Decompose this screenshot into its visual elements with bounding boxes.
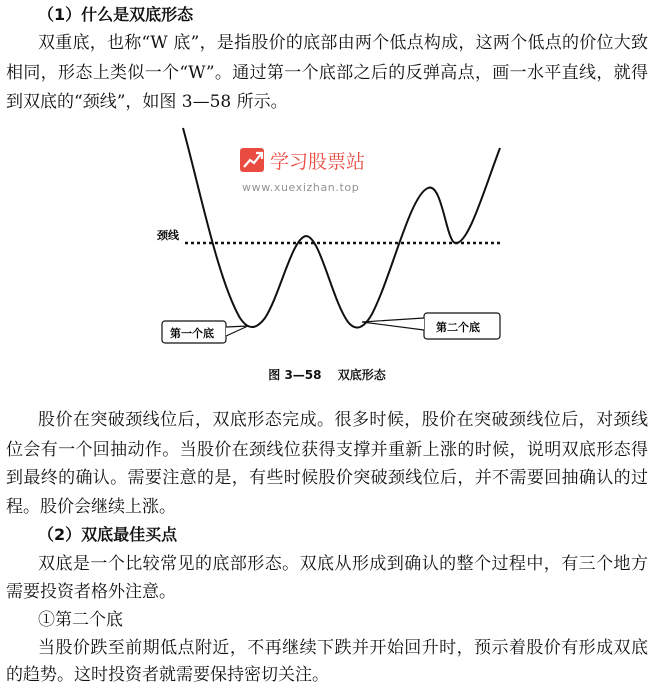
paragraph-line: 双重底，也称“W 底”，是指股价的底部由两个低点构成，这两个低点的价位大致: [38, 33, 648, 53]
section-heading-2: （2）双底最佳买点: [38, 525, 178, 544]
paragraph-line: 到最终的确认。需要注意的是，有些时候股价突破颈线位后，并不需要回抽确认的过: [6, 468, 648, 488]
paragraph-line: 当股价跌至前期低点附近，不再继续下跌并开始回升时，预示着股价有形成双底: [38, 638, 648, 658]
paragraph-line: 需要投资者格外注意。: [6, 582, 176, 602]
caption-title: 双底形态: [337, 368, 386, 382]
paragraph-line: 到双底的“颈线”，如图 3—58 所示。: [6, 92, 288, 112]
watermark-title: 学习股票站: [270, 151, 366, 173]
paragraph-line: 股价在突破颈线位后，双底形态完成。很多时候，股价在突破颈线位后，对颈线: [38, 410, 648, 430]
paragraph-line: 位会有一个回抽动作。当股价在颈线位获得支撑并重新上涨的时候，说明双底形态得: [6, 440, 648, 460]
caption-number: 图 3—58: [268, 368, 322, 382]
neckline-label: 颈线: [157, 229, 179, 242]
paragraph-line: 的趋势。这时投资者就需要保持密切关注。: [6, 665, 329, 685]
second-bottom-label: 第二个底: [436, 321, 480, 334]
first-bottom-pointer: [226, 326, 248, 336]
second-bottom-pointer: [362, 318, 424, 330]
watermark: [240, 148, 365, 194]
double-bottom-figure: [0, 120, 654, 390]
section-heading-1: （1）什么是双底形态: [38, 5, 194, 24]
list-item-heading: ①第二个底: [38, 610, 123, 630]
paragraph-line: 程。股价会继续上涨。: [6, 497, 176, 517]
first-bottom-label: 第一个底: [170, 327, 214, 340]
watermark-url: www.xuexizhan.top: [242, 181, 360, 194]
paragraph-line: 双底是一个比较常见的底部形态。双底从形成到确认的整个过程中，有三个地方: [38, 554, 648, 574]
figure-caption: [0, 366, 654, 383]
paragraph-line: 相同，形态上类似一个“W”。通过第一个底部之后的反弹高点，画一水平直线，就得: [6, 63, 648, 83]
rising-chart-icon: [240, 148, 264, 172]
